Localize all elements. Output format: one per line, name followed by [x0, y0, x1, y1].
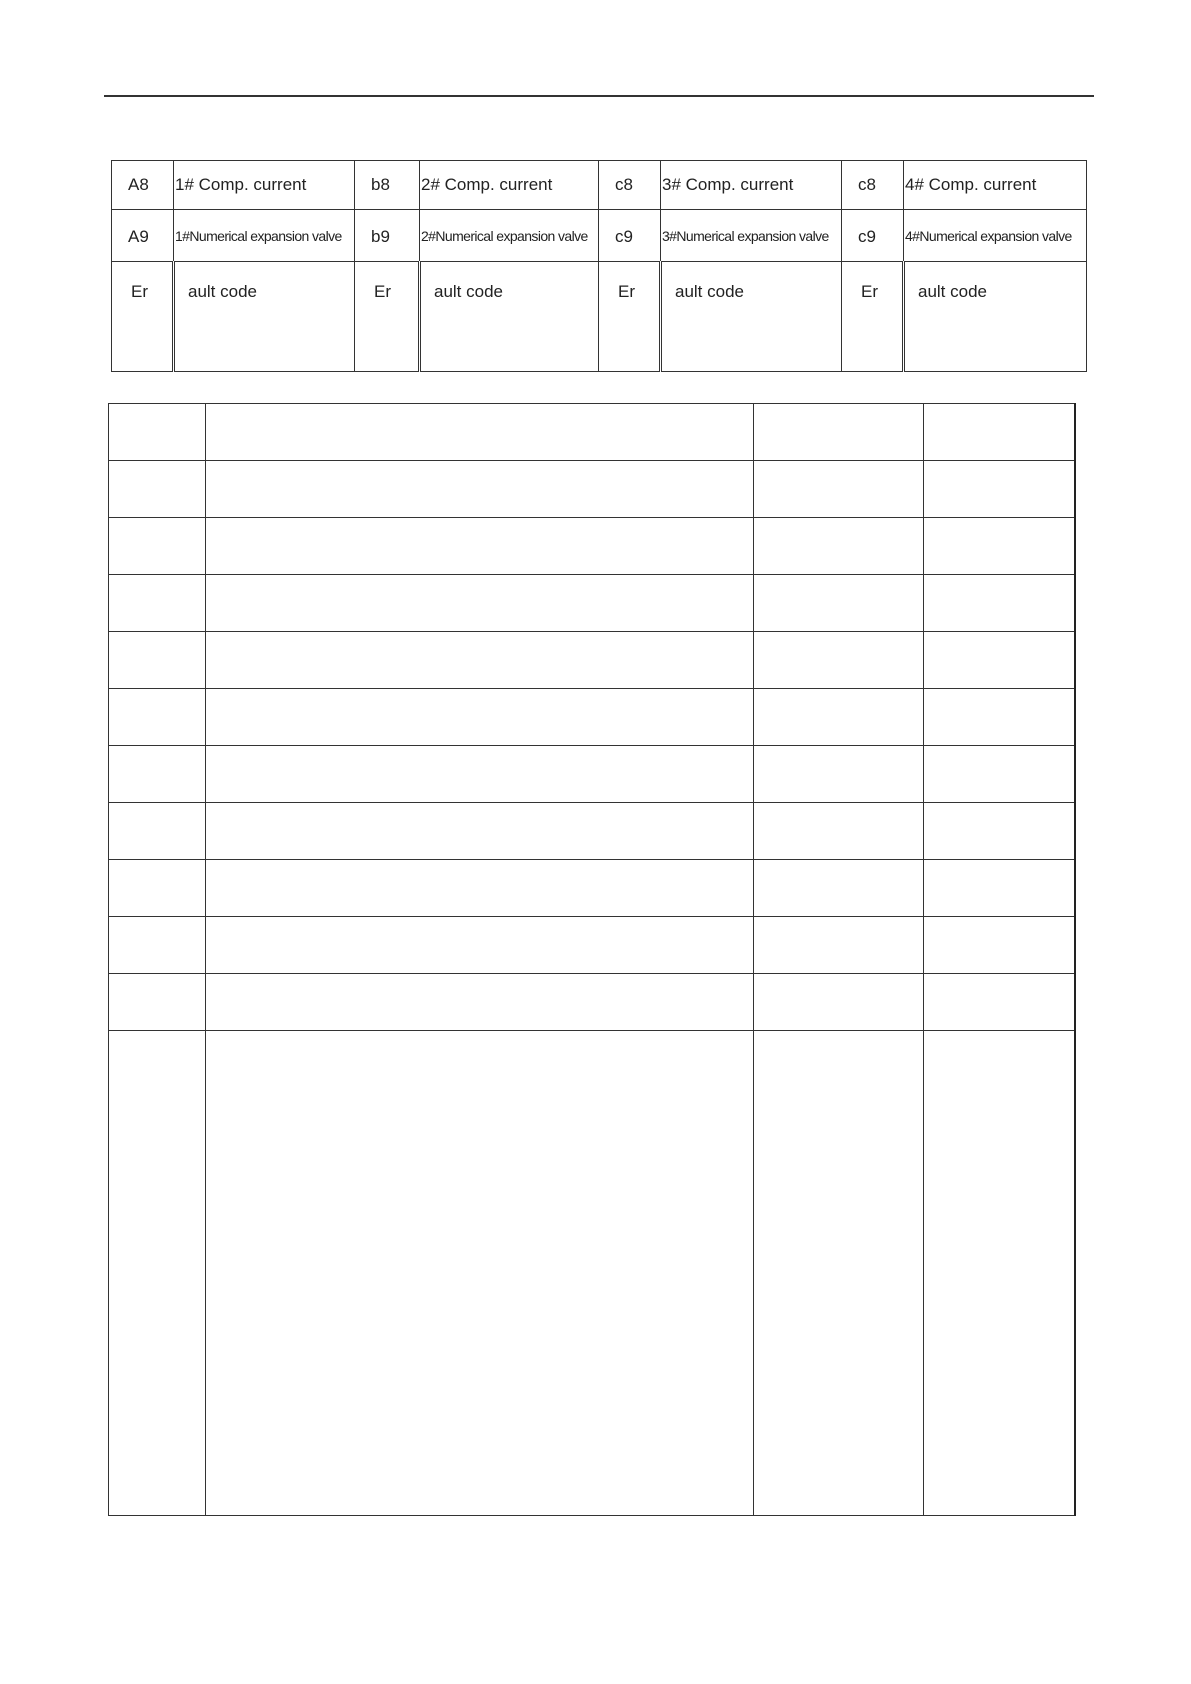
empty-cell — [109, 575, 206, 632]
table-row — [109, 860, 1075, 917]
empty-cell — [109, 917, 206, 974]
empty-cell — [754, 746, 924, 803]
parameter-code: c9 — [842, 210, 904, 262]
empty-cell — [924, 917, 1075, 974]
parameter-table — [111, 160, 1087, 372]
empty-cell — [206, 746, 754, 803]
empty-cell — [754, 575, 924, 632]
parameter-code: c9 — [599, 210, 661, 262]
empty-cell — [109, 803, 206, 860]
table-row — [112, 262, 1087, 372]
empty-cell — [109, 860, 206, 917]
empty-cell — [109, 461, 206, 518]
parameter-description: 2# Comp. current — [420, 161, 599, 210]
empty-cell — [206, 860, 754, 917]
empty-cell — [924, 974, 1075, 1031]
parameter-description: 1# Comp. current — [174, 161, 355, 210]
empty-cell — [109, 746, 206, 803]
empty-cell — [754, 860, 924, 917]
empty-cell — [109, 404, 206, 461]
empty-cell — [924, 461, 1075, 518]
empty-cell — [924, 518, 1075, 575]
parameter-description: ault code — [174, 262, 355, 372]
empty-cell — [206, 518, 754, 575]
empty-cell — [754, 518, 924, 575]
empty-cell — [109, 974, 206, 1031]
empty-cell — [109, 689, 206, 746]
table-row — [112, 161, 1087, 210]
table-row — [109, 632, 1075, 689]
empty-grid-table — [108, 403, 1076, 1516]
empty-cell — [754, 461, 924, 518]
parameter-code: A8 — [112, 161, 174, 210]
empty-cell — [109, 1031, 206, 1516]
empty-cell — [924, 1031, 1075, 1516]
empty-cell — [754, 404, 924, 461]
empty-cell — [206, 689, 754, 746]
empty-cell — [109, 518, 206, 575]
empty-cell — [206, 974, 754, 1031]
table-row — [109, 461, 1075, 518]
parameter-description: ault code — [420, 262, 599, 372]
empty-cell — [754, 917, 924, 974]
empty-cell — [206, 632, 754, 689]
parameter-code: b8 — [355, 161, 420, 210]
parameter-description: 4#Numerical expansion valve — [904, 210, 1087, 262]
empty-cell — [924, 404, 1075, 461]
table-row — [109, 917, 1075, 974]
parameter-code: c8 — [599, 161, 661, 210]
table-row — [109, 689, 1075, 746]
empty-cell — [924, 860, 1075, 917]
table-row — [109, 404, 1075, 461]
empty-grid-body — [109, 404, 1075, 1516]
empty-cell — [924, 803, 1075, 860]
parameter-code: b9 — [355, 210, 420, 262]
table-row — [112, 210, 1087, 262]
parameter-description: 1#Numerical expansion valve — [174, 210, 355, 262]
parameter-code: Er — [599, 262, 661, 372]
empty-cell — [206, 404, 754, 461]
table-row — [109, 803, 1075, 860]
parameter-description: 4# Comp. current — [904, 161, 1087, 210]
empty-cell — [206, 917, 754, 974]
parameter-description: 2#Numerical expansion valve — [420, 210, 599, 262]
parameter-code: c8 — [842, 161, 904, 210]
parameter-description: 3# Comp. current — [661, 161, 842, 210]
empty-cell — [754, 1031, 924, 1516]
parameter-description: 3#Numerical expansion valve — [661, 210, 842, 262]
parameter-code: A9 — [112, 210, 174, 262]
empty-cell — [924, 746, 1075, 803]
header-rule — [104, 95, 1094, 97]
parameter-description: ault code — [661, 262, 842, 372]
empty-cell — [754, 803, 924, 860]
table-row — [109, 518, 1075, 575]
empty-cell — [924, 632, 1075, 689]
empty-cell — [754, 689, 924, 746]
empty-cell — [206, 803, 754, 860]
empty-cell — [924, 689, 1075, 746]
empty-cell — [206, 1031, 754, 1516]
empty-cell — [206, 575, 754, 632]
empty-cell — [754, 632, 924, 689]
parameter-code: Er — [842, 262, 904, 372]
table-row — [109, 575, 1075, 632]
parameter-code: Er — [355, 262, 420, 372]
table-row — [109, 1031, 1075, 1516]
empty-cell — [206, 461, 754, 518]
empty-cell — [754, 974, 924, 1031]
parameter-code: Er — [112, 262, 174, 372]
table-row — [109, 746, 1075, 803]
empty-cell — [109, 632, 206, 689]
parameter-description: ault code — [904, 262, 1087, 372]
table-row — [109, 974, 1075, 1031]
empty-cell — [924, 575, 1075, 632]
